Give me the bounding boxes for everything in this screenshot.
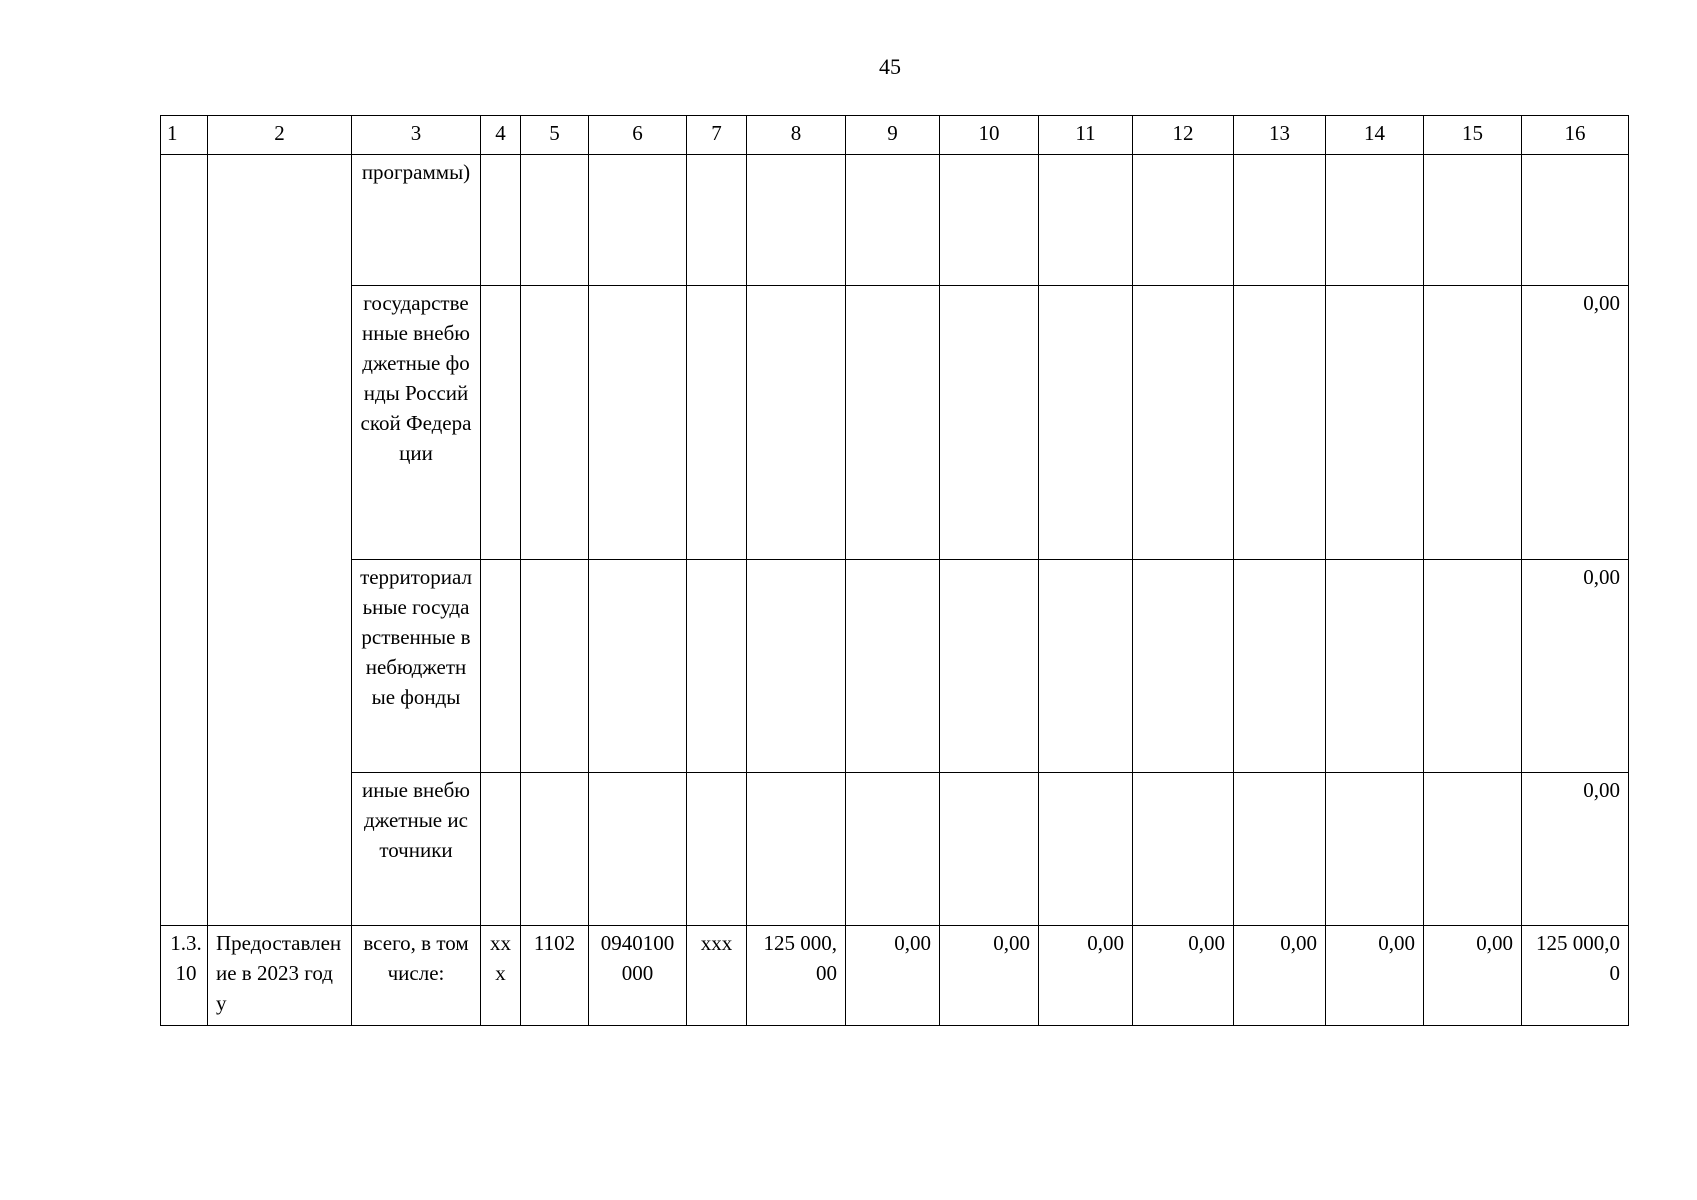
table-header-row	[161, 116, 1629, 155]
header-cell: 4	[481, 116, 521, 155]
page-number: 45	[879, 54, 901, 79]
header-cell: 5	[521, 116, 589, 155]
header-cell: 1	[161, 116, 208, 155]
table-row	[161, 286, 1629, 560]
header-cell: 16	[1522, 116, 1629, 155]
table-cell	[161, 155, 208, 926]
value-cell: xxx	[481, 926, 521, 1026]
item-name-cell: Предоставление в 2023 году	[208, 926, 352, 1026]
header-cell: 2	[208, 116, 352, 155]
header-cell: 11	[1039, 116, 1133, 155]
value-cell: 125 000,00	[1522, 926, 1629, 1026]
table-cell	[208, 155, 352, 926]
header-cell: 8	[747, 116, 846, 155]
header-cell: 6	[589, 116, 687, 155]
source-label-cell: территориальные государственные внебюджетные фонды	[352, 560, 481, 773]
value-cell: 0,00	[1522, 560, 1629, 773]
header-cell: 13	[1234, 116, 1326, 155]
header-cell: 3	[352, 116, 481, 155]
value-cell: 0,00	[1522, 773, 1629, 926]
table-row	[161, 560, 1629, 773]
header-cell: 14	[1326, 116, 1424, 155]
header-cell: 7	[687, 116, 747, 155]
source-label-cell: государственные внебюджетные фонды Российской Федерации	[352, 286, 481, 560]
value-cell: 0,00	[940, 926, 1039, 1026]
value-cell: 0,00	[1133, 926, 1234, 1026]
table-row	[161, 926, 1629, 1026]
table-row	[161, 773, 1629, 926]
value-cell: 0,00	[1424, 926, 1522, 1026]
value-cell: 0,00	[1522, 286, 1629, 560]
source-label-cell: иные внебюджетные источники	[352, 773, 481, 926]
value-cell: 0,00	[1039, 926, 1133, 1026]
source-label-cell: программы)	[352, 155, 481, 286]
value-cell: 0,00	[1234, 926, 1326, 1026]
value-cell: 0940100000	[589, 926, 687, 1026]
header-cell: 9	[846, 116, 940, 155]
value-cell: 0,00	[1326, 926, 1424, 1026]
value-cell: xxx	[687, 926, 747, 1026]
value-cell: 1102	[521, 926, 589, 1026]
table-row	[161, 155, 1629, 286]
value-cell	[1522, 155, 1629, 286]
row-number-cell: 1.3.10	[161, 926, 208, 1026]
header-cell: 15	[1424, 116, 1522, 155]
source-label-cell: всего, в том числе:	[352, 926, 481, 1026]
header-cell: 12	[1133, 116, 1234, 155]
value-cell: 125 000,00	[747, 926, 846, 1026]
value-cell: 0,00	[846, 926, 940, 1026]
budget-table	[160, 115, 1629, 1026]
header-cell: 10	[940, 116, 1039, 155]
